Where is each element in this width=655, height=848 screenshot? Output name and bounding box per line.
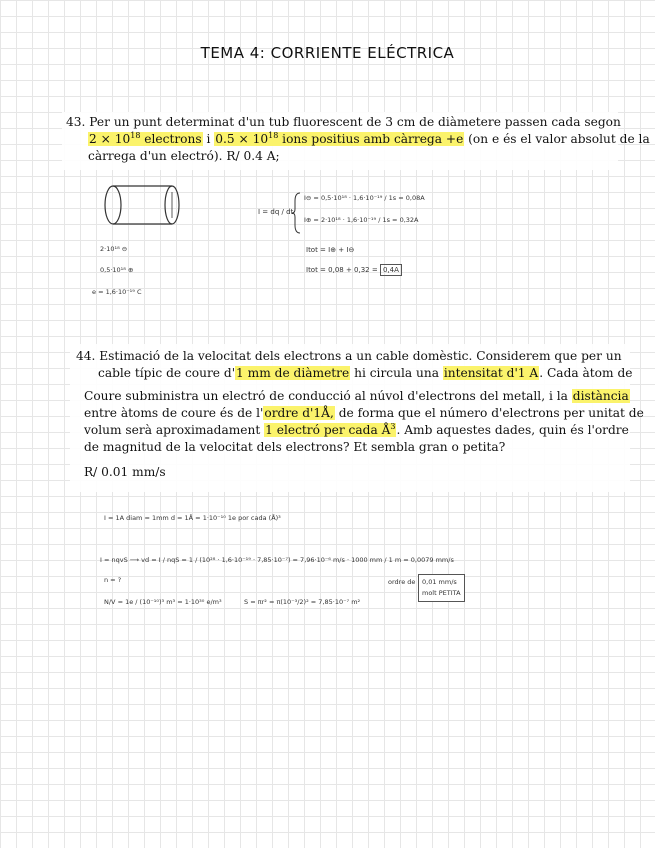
note-44-n-label: n = ? — [104, 576, 122, 584]
problem-44-number: 44. — [76, 349, 96, 363]
note-44-formula: I = nqvS ⟶ vd = I / nqS = 1 / (10²⁸ · 1,6·10⁻¹⁹ · 7,85·10⁻⁷) = 7,96·10⁻⁶ m/s · 1000 mm / 1 m = 0,0079 mm/s — [100, 556, 454, 564]
problem-44-line-4: entre àtoms de coure és de l'ordre d'1Å, de forma que el número d'electrons per unitat de — [84, 406, 644, 420]
note-44-result-note: molt PETITA — [422, 589, 461, 597]
highlight-intensity: intensitat d'1 A — [443, 366, 539, 380]
note-43-definition: I = dq / dt — [258, 208, 294, 216]
note-44-result-box — [418, 574, 465, 602]
problem-44-line-5: volum serà aproximadament 1 electró per cada $Å^3$. Amb aquestes dades, quin és l'ordre — [84, 421, 629, 437]
note-44-givens: I = 1A diam = 1mm d = 1Å = 1·10⁻¹⁰ 1e por cada (Å)³ — [104, 514, 281, 522]
note-43-total-calculation: Itot = 0,08 + 0,32 = 0,4A — [306, 266, 402, 274]
problem-43-line-1: 43. Per un punt determinat d'un tub fluorescent de 3 cm de diàmetere passen cada segon — [66, 115, 621, 129]
highlight-order: ordre d'1Å, — [264, 406, 334, 420]
highlight-ions: $0.5 \times 10^{18}$ ions positius amb càrrega +e — [215, 130, 464, 146]
note-43-electrons: 2·10¹⁸ ⊖ — [100, 245, 128, 253]
problem-44-line-6: de magnitud de la velocitat dels electrons? Et sembla gran o petita? — [84, 440, 506, 454]
problem-44-line-3: Coure subministra un electró de conducció al núvol d'electrons del metall, i la distància — [84, 389, 629, 403]
problem-43-line-2: $2 \times 10^{18}$ electrons i $0.5 \times 10^{18}$ ions positius amb càrrega +e (on e és el valor absolut de la — [89, 130, 650, 146]
note-44-area: S = πr² = π(10⁻³/2)² = 7,85·10⁻⁷ m² — [244, 598, 361, 606]
tube-sketch — [100, 182, 184, 228]
problem-44-panel — [70, 344, 644, 492]
problem-44-statement — [70, 344, 644, 481]
note-44-result-value: 0,01 mm/s — [422, 578, 457, 586]
highlight-electrons: $2 \times 10^{18}$ electrons — [89, 130, 202, 146]
problem-43-line-3: càrrega d'un electró). R/ 0.4 A; — [88, 149, 280, 163]
note-43-current-negative: I⊖ = 0,5·10¹⁸ · 1,6·10⁻¹⁹ / 1s = 0,08A — [304, 194, 425, 202]
note-43-current-positive: I⊕ = 2·10¹⁸ · 1,6·10⁻¹⁹ / 1s = 0,32A — [304, 216, 419, 224]
problem-43-statement — [62, 112, 650, 165]
problem-43-number: 43. — [66, 115, 86, 129]
problem-43-panel — [62, 112, 650, 170]
note-43-charge: e = 1,6·10⁻¹⁹ C — [92, 288, 142, 296]
note-44-order-label: ordre de — [388, 578, 416, 586]
note-44-density: N/V = 1e / (10⁻¹⁰)³ m³ = 1·10³⁰ e/m³ — [104, 598, 222, 606]
highlight-electron-per-volume: 1 electró per cada $Å^3$ — [265, 421, 396, 437]
note-43-total-definition: Itot = I⊕ + I⊖ — [306, 246, 355, 254]
problem-44-line-1: 44. Estimació de la velocitat dels electrons a un cable domèstic. Considerem que per un — [76, 349, 622, 363]
highlight-distance: distància — [572, 389, 629, 403]
problem-44-line-2: cable típic de coure d'1 mm de diàmetre hi circula una intensitat d'1 A. Cada àtom de — [98, 366, 633, 380]
brace-icon — [292, 191, 302, 235]
problem-44-answer: R/ 0.01 mm/s — [84, 465, 166, 479]
note-43-total-result: 0,4A — [380, 264, 402, 276]
highlight-diameter: 1 mm de diàmetre — [236, 366, 350, 380]
page-title: TEMA 4: CORRIENTE ELÉCTRICA — [200, 44, 455, 62]
note-43-ions: 0,5·10¹⁸ ⊕ — [100, 266, 134, 274]
